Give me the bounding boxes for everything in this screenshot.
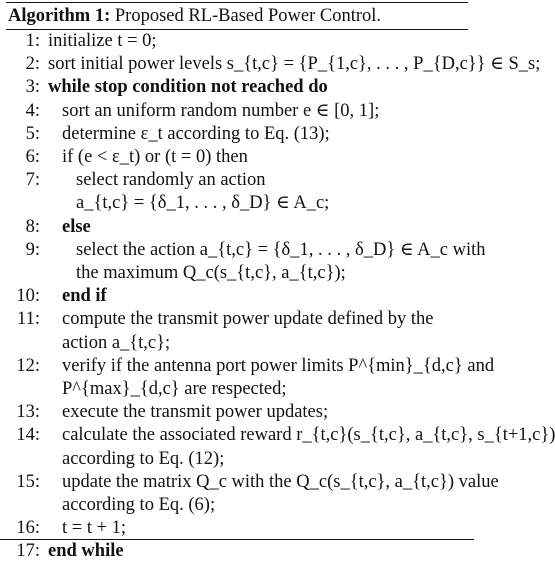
line-text: if (e < ε_t) or (t = 0) then [62,147,248,168]
line-text: select randomly an action [76,170,266,191]
algorithm-box [0,2,555,562]
line-number: 15: [16,471,40,492]
line-text: determine ε_t according to Eq. (13); [62,123,330,144]
line-text: end while [48,541,124,562]
algorithm-line-continuation [6,262,468,285]
line-number: 2: [25,54,40,75]
line-text: calculate the associated reward r_{t,c}(s_{t,c}, a_{t,c}, s_{t+1,c}) [62,425,555,446]
line-number: 12: [16,355,40,376]
algorithm-line [6,239,486,262]
algorithm-line-continuation [6,448,468,471]
line-number: 11: [17,309,40,330]
algorithm-line [6,285,468,308]
caption-label: Algorithm 1: [8,6,111,26]
algorithm-line [6,540,468,563]
algorithm-line [6,308,468,331]
line-text: according to Eq. (12); [62,448,225,469]
caption-title: Proposed RL-Based Power Control. [114,6,382,26]
line-text: execute the transmit power updates; [62,402,329,423]
algorithm-line [6,169,468,192]
algorithm-line [6,216,468,239]
algorithm-line-continuation [6,332,468,355]
algorithm-line [6,424,555,447]
line-text: the maximum Q_c(s_{t,c}, a_{t,c}); [76,263,346,284]
algorithm-caption [6,3,468,29]
line-number: 6: [25,147,40,168]
line-text: according to Eq. (6); [62,495,216,516]
line-text: compute the transmit power update defined by the [62,309,434,330]
line-number: 17: [16,541,40,562]
algorithm-line-continuation [6,494,468,517]
line-number: 4: [25,100,40,121]
line-text: update the matrix Q_c with the Q_c(s_{t,c}, a_{t,c}) value [62,471,499,492]
algorithm-line [6,76,468,99]
line-text: sort an uniform random number e ∈ [0, 1]; [62,100,380,121]
line-number: 16: [16,518,40,539]
line-number: 8: [25,216,40,237]
line-text: a_{t,c} = {δ_1, . . . , δ_D} ∈ A_c; [76,193,330,214]
line-text: initialize t = 0; [48,31,157,51]
line-text: else [62,216,91,237]
line-text: sort initial power levels s_{t,c} = {P_{1,c}, . . . , P_{D,c}} ∈ S_s; [48,54,541,75]
algorithm-line-continuation [6,192,468,215]
line-text: t = t + 1; [62,518,127,539]
line-number: 7: [25,170,40,191]
algorithm-line [6,30,468,53]
line-number: 3: [25,77,40,98]
bottom-rule [0,539,474,540]
algorithm-line [6,100,468,123]
algorithm-line [6,53,541,76]
algorithm-line-continuation [6,378,468,401]
line-number: 5: [25,123,40,144]
line-number: 14: [16,425,40,446]
algorithm-line [6,355,495,378]
line-text: end if [62,286,107,307]
algorithm-line [6,401,468,424]
line-text: select the action a_{t,c} = {δ_1, . . . , δ_D} ∈ A_c with [76,239,486,260]
algorithm-line [6,123,468,146]
line-text: action a_{t,c}; [62,332,171,353]
line-number: 13: [16,402,40,423]
line-number: 9: [25,239,40,260]
line-number: 10: [16,286,40,307]
line-text: P^{max}_{d,c} are respected; [62,379,287,400]
line-text: verify if the antenna port power limits P^{min}_{d,c} and [62,355,495,376]
algorithm-line [6,471,499,494]
algorithm-lines [6,30,555,564]
algorithm-line [6,146,468,169]
line-number: 1: [25,31,40,51]
line-text: while stop condition not reached do [48,77,328,98]
algorithm-line [6,517,468,540]
